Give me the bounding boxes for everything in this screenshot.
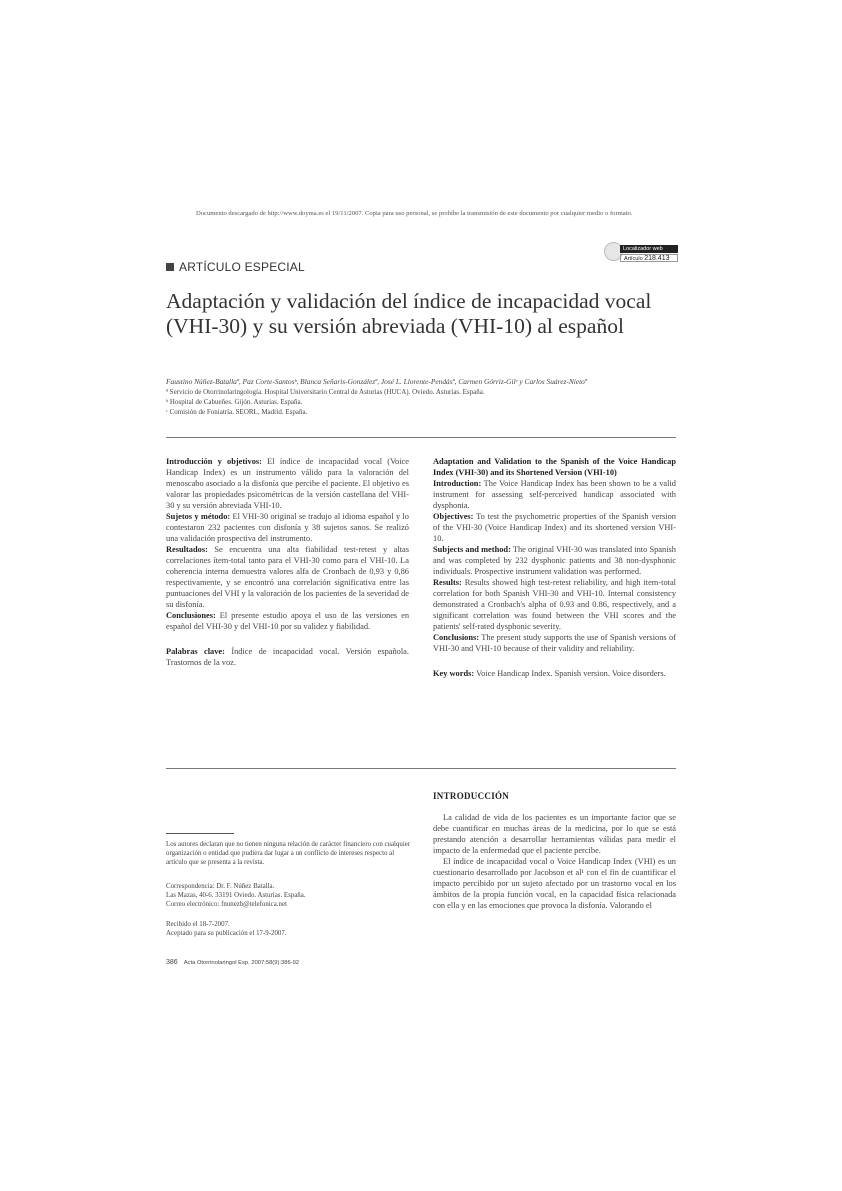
abstract-en-conclusions [433,632,676,654]
abstract-en-title: Adaptation and Validation to the Spanish of the Voice Handicap Index (VHI-30) and its Shortened Version (VHI-10) [433,457,676,477]
label-concl-en: Conclusions: [433,633,480,642]
label-intro-es: Introducción y objetivos: [166,457,262,466]
abstract-en-intro [433,478,676,511]
page-number: 386 [166,959,178,966]
text-keywords-en: Voice Handicap Index. Spanish version. Voice disorders. [476,669,666,678]
keywords-es [166,646,409,668]
web-locator-badge [604,242,676,266]
label-method-es: Sujetos y método: [166,512,231,521]
text-intro-es: El índice de incapacidad vocal (Voice Handicap Index) es un instrumento válido para la valoración del menoscabo asociado a la disfonía que percibe el paciente. El objetivo es valorar las propiedades psicométricas de la versión castellana del VHI-30 y su versión abreviada VHI-10. [166,457,409,510]
label-obj-en: Objectives: [433,512,474,521]
keywords-en [433,668,676,679]
introduction-heading: INTRODUCCIÓN [433,791,510,801]
affiliation-a: ª Servicio de Otorrinolaringología. Hospital Universitario Central de Asturias (HUCA). Oviedo. Asturias. España. [166,388,485,396]
abstract-en-method [433,544,676,577]
label-results-es: Resultados: [166,545,208,554]
abstract-es-intro [166,456,409,511]
article-title: Adaptación y validación del índice de incapacidad vocal (VHI-30) y su versión abreviada (VHI-10) al español [166,289,652,338]
accepted-date: Aceptado para su publicación el 17-9-2007. [166,930,287,937]
page-footer [166,958,299,966]
section-tag-label: ARTÍCULO ESPECIAL [179,260,305,274]
label-method-en: Subjects and method: [433,545,511,554]
abstract-es-results [166,544,409,610]
abstract-bottom-rule [166,768,676,769]
received-date: Recibido el 18-7-2007. [166,921,230,928]
text-intro-en: The Voice Handicap Index has been shown to be a valid instrument for assessing self-perceived handicap associated with dysphonia. [433,479,676,510]
affiliation-c: ᶜ Comisión de Foniatría. SEORL. Madrid. España. [166,408,308,416]
text-method-es: El VHI-30 original se tradujo al idioma español y lo contestaron 232 pacientes con disfonía y 38 sujetos sanos. Se realizó una validación prospectiva del instrumento. [166,512,409,543]
label-keywords-en: Key words: [433,669,475,678]
locator-number: 218.413 [644,255,670,262]
download-notice: Documento descargado de http://www.doyma.es el 19/11/2007. Copia para uso personal, se prohíbe la transmisión de este documento por cualquier medio o formato. [196,210,633,217]
abstract-es-conclusions [166,610,409,632]
author-list: Faustino Núñez-Batallaª, Paz Corte-Santosᵇ, Blanca Señaris-Gonzálezª, José L. Llorente-Pendásª, Carmen Górriz-Gilᶜ y Carlos Suárez-Nietoª [166,377,587,386]
locator-prefix: Artículo [624,256,643,262]
affiliation-b: ᵇ Hospital de Cabueñes. Gijón. Asturias. España. [166,398,303,406]
abstract-en-results [433,577,676,632]
text-method-en: The original VHI-30 was translated into Spanish and was completed by 232 dysphonic patients and 38 non-dysphonic individuals. Prospective instrument validation was performed. [433,545,676,576]
label-intro-en: Introduction: [433,479,482,488]
introduction-body [433,812,676,911]
section-square-icon [166,263,174,271]
conflict-statement: Los autores declaran que no tienen ninguna relación de carácter financiero con cualquier organización o entidad que pudiera dar lugar a un conflicto de intereses respecto al artículo que se presenta a la revista. [166,841,411,866]
text-results-en: Results showed high test-retest reliability, and high item-total correlation for both Spanish VHI-30 and VHI-10. Internal consistency demonstrated a Cronbach's alpha of 0.93 and 0.86, respectively, and a significant correlation was found between the VHI scores and the patients' self-rated dysphonic severity. [433,578,676,631]
text-concl-es: El presente estudio apoya el uso de las versiones en español del VHI-30 y del VHI-10 por su validez y fiabilidad. [166,611,410,631]
abstract-english [433,456,676,679]
text-results-es: Se encuentra una alta fiabilidad test-retest y altas correlaciones ítem-total tanto para el VHI-30 como para el VHI-10. La coherencia interna demuestra valores alfa de Cronbach de 0,93 y 0,86 respectivamente, y se encontró una correlación significativa entre las puntuaciones del VHI y la valoración de los pacientes de la severidad de su disfonía. [166,545,409,609]
abstract-es-method [166,511,409,544]
label-concl-es: Conclusiones: [166,611,216,620]
text-keywords-es: Índice de incapacidad vocal. Versión española. Trastornos de la voz. [166,647,409,667]
correspondence-name: Correspondencia: Dr. F. Núñez Batalla. [166,883,275,890]
abstract-top-rule [166,437,676,438]
intro-paragraph-2: El índice de incapacidad vocal o Voice Handicap Index (VHI) es un cuestionario desarrollado por Jacobson et al¹ con el fin de cuantificar el impacto percibido por un sujeto afectado por un trastorno vocal en los ámbitos de la propia función vocal, en la capacidad física relacionada con ella y en las emociones que provoca la disfonía. Valorando el [433,857,676,910]
locator-label: Localizador web [620,245,678,253]
label-keywords-es: Palabras clave: [166,647,225,656]
journal-citation: Acta Otorrinolaringol Esp. 2007;58(9):386-92 [183,960,300,966]
abstract-spanish [166,456,409,668]
correspondence-email: Correo electrónico: fnunezb@telefonica.net [166,901,287,908]
affiliations [166,387,686,417]
dates-block [166,920,411,938]
abstract-en-objectives [433,511,676,544]
text-obj-en: To test the psychometric properties of the Spanish version of the VHI-30 (Voice Handicap Index) and its shortened version VHI-10. [433,512,676,543]
label-results-en: Results: [433,578,462,587]
section-tag [166,260,305,274]
footnote-rule [166,833,234,834]
text-concl-en: The present study supports the use of Spanish versions of VHI-30 and VHI-10 because of their validity and reliability. [433,633,676,653]
intro-paragraph-1: La calidad de vida de los pacientes es un importante factor que se debe cuantificar en muchas áreas de la medicina, por lo que se está prestando atención a desarrollar herramientas válidas para medir el impacto de la enfermedad que el paciente percibe. [433,813,676,855]
correspondence-block [166,882,411,909]
correspondence-address: Las Mazas, 40-6. 33191 Oviedo. Asturias. España. [166,892,306,899]
locator-code [620,254,678,262]
